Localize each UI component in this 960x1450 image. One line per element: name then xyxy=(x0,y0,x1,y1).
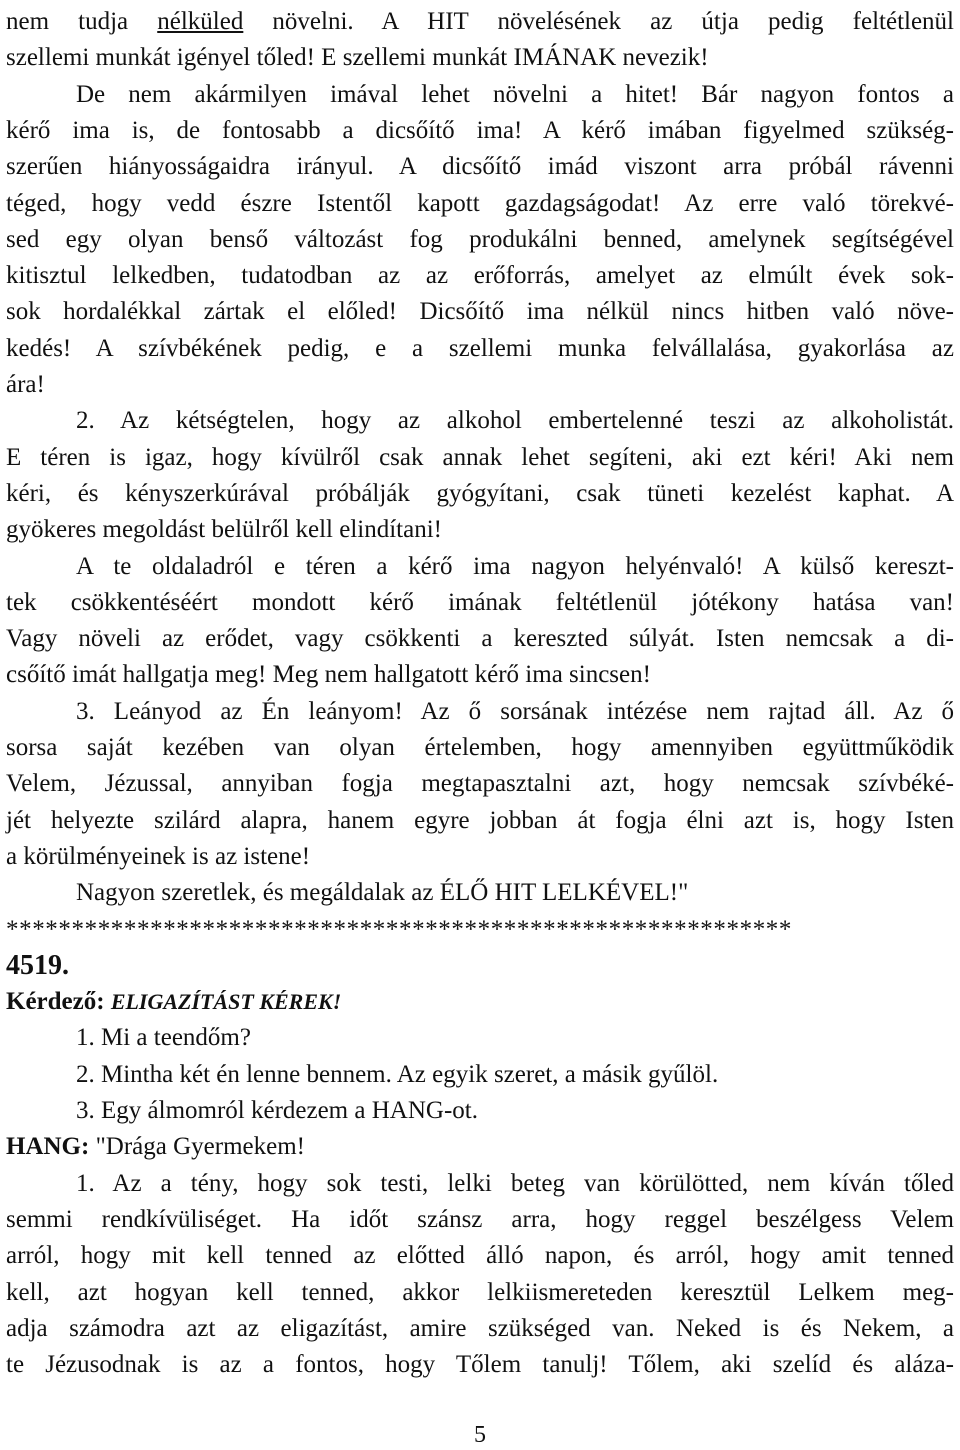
text-line xyxy=(6,730,954,766)
line-prefix: nem tudja xyxy=(6,8,158,35)
line-text: Nagyon szeretlek, és megáldalak az ÉLŐ HIT LELKÉVEL!" xyxy=(76,879,689,907)
line-text: 1. Mi a teendőm? xyxy=(76,1024,251,1052)
text-line xyxy=(6,512,954,548)
text-line xyxy=(6,113,954,149)
line-text: gyökeres megoldást belülről kell elindítani! xyxy=(6,516,442,544)
text-line xyxy=(6,948,954,984)
line-text: szerűen hiányosságaidra irányul. A dicsőítő imád viszont arra próbál rávenni xyxy=(6,153,954,181)
speaker-label: Kérdező: xyxy=(6,988,111,1016)
text-line xyxy=(6,585,954,621)
line-text: kitisztul lelkedben, tudatodban az az erőforrás, amelyet az elmúlt évek sok- xyxy=(6,262,954,290)
text-line xyxy=(76,1093,954,1129)
text-line xyxy=(6,766,954,802)
text-line xyxy=(6,839,954,875)
line-text: tek csökkentéséért mondott kérő imának feltétlenül jótékony hatása van! xyxy=(6,588,954,616)
line-text: Velem, Jézussal, annyiban fogja megtapasztalni azt, hogy nemcsak szívbéké- xyxy=(6,770,954,798)
line-text: Vagy növeli az erődet, vagy csökkenti a kereszted súlyát. Isten nemcsak a di- xyxy=(6,625,954,653)
line-text: 2. Az kétségtelen, hogy az alkohol embertelenné teszi az alkoholistát. xyxy=(76,407,954,435)
line-text: a körülményeinek is az istene! xyxy=(6,842,311,870)
text-line xyxy=(6,331,954,367)
line-text: 2. Mintha két én lenne bennem. Az egyik szeret, a másik gyűlöl. xyxy=(76,1060,719,1088)
text-line xyxy=(76,1020,954,1056)
text-line xyxy=(6,40,954,76)
text-line xyxy=(6,294,954,330)
line-text: jét helyezte szilárd alapra, hanem egyre jobban át fogja élni azt is, hogy Isten xyxy=(6,806,954,834)
line-text: De nem akármilyen imával lehet növelni a hitet! Bár nagyon fontos a xyxy=(76,80,954,108)
text-line xyxy=(6,1347,954,1383)
text-line xyxy=(6,4,954,40)
line-text: adja számodra azt az eligazítást, amire szükséged van. Neked is és Nekem, a xyxy=(6,1314,954,1342)
question-title: ELIGAZÍTÁST KÉREK! xyxy=(110,989,342,1015)
text-line xyxy=(6,258,954,294)
text-line xyxy=(76,1166,954,1202)
text-line xyxy=(76,77,954,113)
text-line xyxy=(6,1311,954,1347)
line-text: sorsa saját kezében van olyan értelemben, hogy amennyiben együttműködik xyxy=(6,734,954,761)
text-line xyxy=(6,1238,954,1274)
line-text: növelni. A HIT növelésének az útja pedig feltétlenül xyxy=(243,8,954,35)
line-text: kéri, és kényszerkúrával próbálják gyógyítani, csak tüneti kezelést kaphat. A xyxy=(6,479,954,507)
line-text: ára! xyxy=(6,371,45,398)
text-line xyxy=(6,1129,954,1165)
speaker-label: HANG: xyxy=(6,1133,96,1161)
text-line xyxy=(6,1202,954,1238)
line-text: kérő ima is, de fontosabb a dicsőítő ima! A kérő imában figyelmed szükség- xyxy=(6,116,954,144)
text-line xyxy=(76,549,954,585)
text-line xyxy=(6,803,954,839)
line-text: "Drága Gyermekem! xyxy=(95,1133,305,1161)
text-line xyxy=(6,984,954,1020)
separator-stars: ************************************************************ xyxy=(6,915,792,943)
text-line xyxy=(76,1057,954,1093)
text-line xyxy=(6,621,954,657)
text-line xyxy=(6,912,954,948)
line-text: arról, hogy mit kell tenned az előtted álló napon, és arról, hogy amit tenned xyxy=(6,1242,954,1270)
line-text: sed egy olyan benső változást fog produkálni benned, amelynek segítségével xyxy=(6,225,954,253)
text-line xyxy=(6,149,954,185)
line-text: E téren is igaz, hogy kívülről csak annak lehet segíteni, aki ezt kéri! Aki nem xyxy=(6,443,954,471)
line-text: csőítő imát hallgatja meg! Meg nem hallgatott kérő ima sincsen! xyxy=(6,661,651,689)
text-line xyxy=(6,1275,954,1311)
line-text: kedés! A szívbékének pedig, e a szellemi munka felvállalása, gyakorlása az xyxy=(6,334,954,362)
line-text: 3. Egy álmomról kérdezem a HANG-ot. xyxy=(76,1097,478,1124)
text-line xyxy=(76,694,954,730)
line-text: A te oldaladról e téren a kérő ima nagyon helyénvaló! A külső kereszt- xyxy=(76,552,954,580)
line-text: semmi rendkívüliséget. Ha időt szánsz arra, hogy reggel beszélgess Velem xyxy=(6,1205,954,1233)
line-text: téged, hogy vedd észre Istentől kapott gazdagságodat! Az erre való törekvé- xyxy=(6,189,954,217)
line-text: 3. Leányod az Én leányom! Az ő sorsának intézése nem rajtad áll. Az ő xyxy=(76,697,954,725)
text-line xyxy=(6,367,954,403)
line-text: sok hordalékkal zártak el előled! Dicsőítő ima nélkül nincs hitben való növe- xyxy=(6,298,954,326)
message-number: 4519. xyxy=(6,949,69,981)
text-line xyxy=(76,875,954,911)
page-number: 5 xyxy=(474,1422,486,1448)
text-line xyxy=(6,222,954,258)
text-line xyxy=(6,186,954,222)
line-text: 1. Az a tény, hogy sok testi, lelki beteg van körülötted, nem kíván tőled xyxy=(76,1169,954,1197)
text-line xyxy=(76,403,954,439)
text-line xyxy=(6,476,954,512)
underlined-word: nélküled xyxy=(157,8,244,35)
line-text: szellemi munkát igényel tőled! E szellemi munkát IMÁNAK nevezik! xyxy=(6,44,709,72)
line-text: te Jézusodnak is az a fontos, hogy Tőlem tanulj! Tőlem, aki szelíd és aláza- xyxy=(6,1351,954,1379)
text-line xyxy=(6,657,954,693)
line-text: kell, azt hogyan kell tenned, akkor lelkiismereteden keresztül Lelkem meg- xyxy=(6,1278,954,1306)
text-line xyxy=(6,440,954,476)
